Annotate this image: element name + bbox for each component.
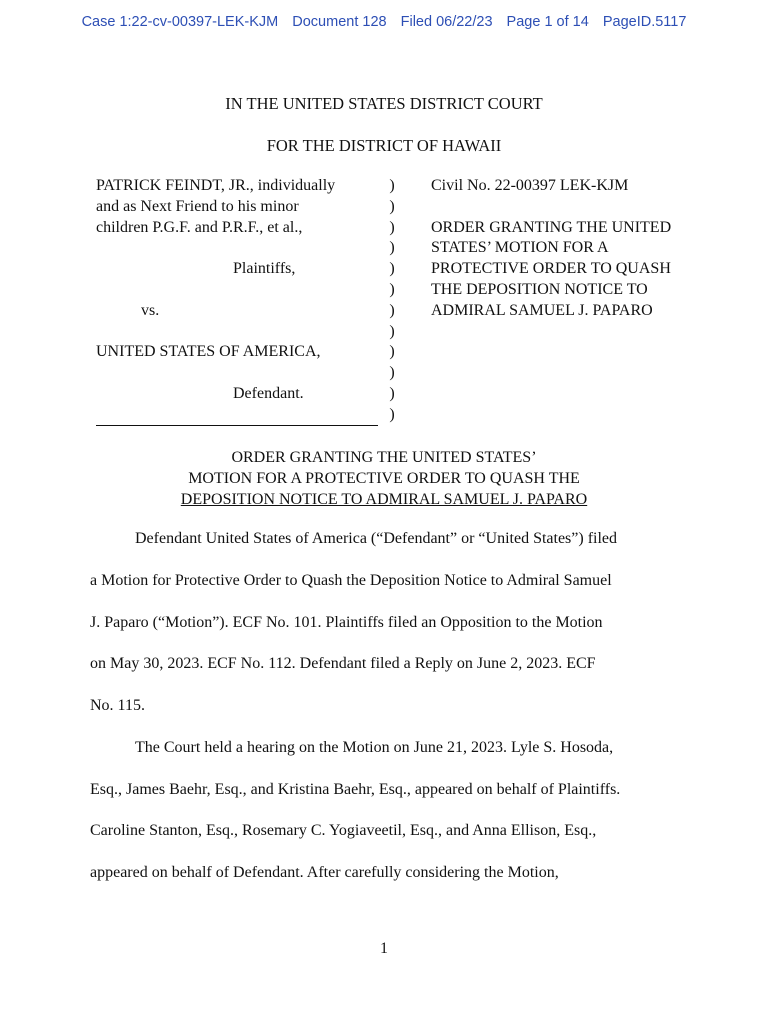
civil-number: Civil No. 22-00397 LEK-KJM <box>431 177 629 194</box>
body-line: Defendant United States of America (“Defendant” or “United States”) filed <box>135 530 618 547</box>
paren: ) <box>389 197 395 215</box>
paren: ) <box>389 343 395 361</box>
body-line: The Court held a hearing on the Motion on June 21, 2023. Lyle S. Hosoda, <box>135 739 614 756</box>
caption-order-title-line: STATES’ MOTION FOR A <box>431 239 609 257</box>
party-line: and as Next Friend to his minor <box>96 197 299 215</box>
caption-order-title-line: THE DEPOSITION NOTICE TO <box>431 280 648 298</box>
order-title-line: MOTION FOR A PROTECTIVE ORDER TO QUASH THE <box>188 469 580 487</box>
caption-parentheses <box>385 176 399 426</box>
paren: ) <box>389 280 395 298</box>
plaintiffs-label: Plaintiffs, <box>233 260 296 278</box>
court-district: FOR THE DISTRICT OF HAWAII <box>266 136 502 155</box>
case-number: Case 1:22-cv-00397-LEK-KJM <box>81 14 279 30</box>
caption-order-title-line: ADMIRAL SAMUEL J. PAPARO <box>431 301 653 319</box>
caption-case-info <box>431 176 716 322</box>
versus-label: vs. <box>141 301 160 319</box>
body-line: appeared on behalf of Defendant. After carefully considering the Motion, <box>90 864 559 881</box>
body-line: a Motion for Protective Order to Quash the Deposition Notice to Admiral Samuel <box>90 572 612 589</box>
page-id: PageID.5117 <box>602 14 687 30</box>
party-line: children P.G.F. and P.R.F., et al., <box>96 218 303 236</box>
body-line: on May 30, 2023. ECF No. 112. Defendant filed a Reply on June 2, 2023. ECF <box>90 655 596 672</box>
paren: ) <box>389 239 395 257</box>
caption-parties <box>96 176 381 426</box>
defendant-name: UNITED STATES OF AMERICA, <box>96 343 321 361</box>
defendant-label: Defendant. <box>233 384 304 402</box>
party-line: PATRICK FEINDT, JR., individually <box>96 177 336 194</box>
party-line <box>96 322 381 343</box>
document-number: Document 128 <box>292 14 387 30</box>
paren: ) <box>389 384 395 402</box>
page-count: Page 1 of 14 <box>506 14 589 30</box>
caption-spacer <box>431 197 716 218</box>
paren: ) <box>389 322 395 340</box>
caption-underline <box>96 405 381 426</box>
filed-date: Filed 06/22/23 <box>400 14 493 30</box>
court-name: IN THE UNITED STATES DISTRICT COURT <box>225 94 543 113</box>
body-line: Caroline Stanton, Esq., Rosemary C. Yogiaveetil, Esq., and Anna Ellison, Esq., <box>90 822 597 839</box>
order-title-line: DEPOSITION NOTICE TO ADMIRAL SAMUEL J. PAPARO <box>180 490 588 508</box>
body-line: No. 115. <box>90 697 145 714</box>
caption-order-title-line: PROTECTIVE ORDER TO QUASH <box>431 260 671 278</box>
party-line <box>96 363 381 384</box>
body-line: J. Paparo (“Motion”). ECF No. 101. Plaintiffs filed an Opposition to the Motion <box>90 614 603 631</box>
paren: ) <box>389 301 395 319</box>
party-line <box>96 280 381 301</box>
paren: ) <box>389 364 395 382</box>
paren: ) <box>389 218 395 236</box>
paren: ) <box>389 177 395 194</box>
ecf-header <box>0 14 768 30</box>
body-line: Esq., James Baehr, Esq., and Kristina Baehr, Esq., appeared on behalf of Plaintiffs. <box>90 781 621 798</box>
page-number: 1 <box>380 940 388 957</box>
order-title-line: ORDER GRANTING THE UNITED STATES’ <box>231 449 537 466</box>
paren: ) <box>389 260 395 278</box>
order-title <box>0 448 768 510</box>
party-line <box>96 238 381 259</box>
caption-order-title-line: ORDER GRANTING THE UNITED <box>431 218 672 236</box>
paren: ) <box>389 405 395 423</box>
